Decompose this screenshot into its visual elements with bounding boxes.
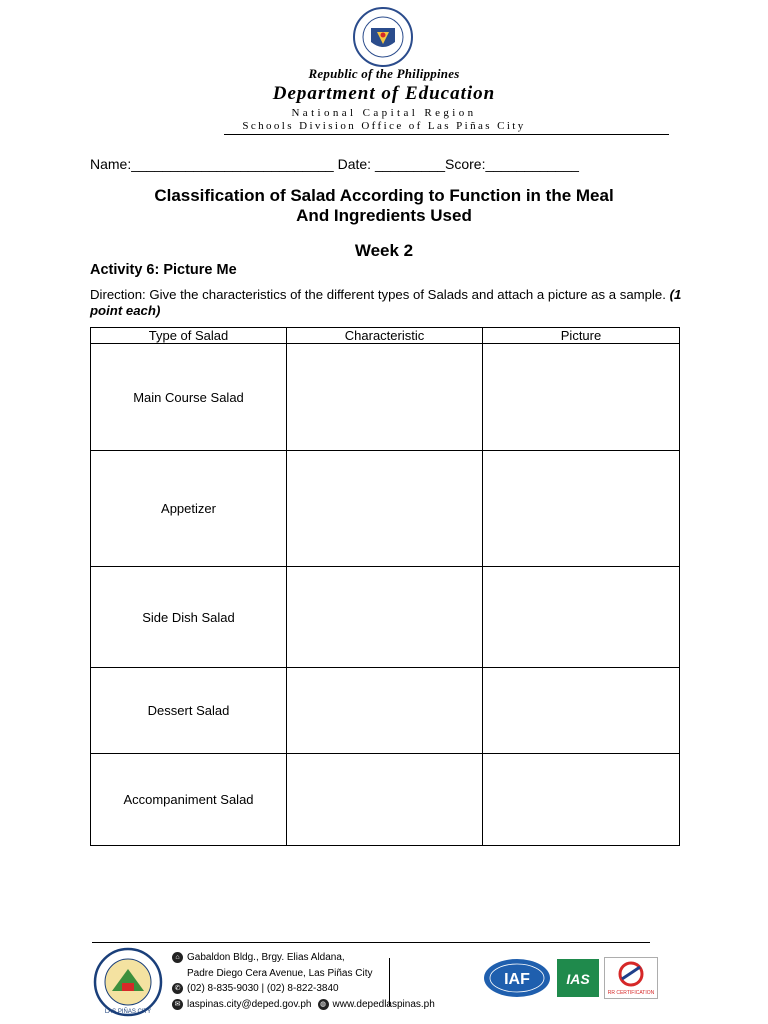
week-label: Week 2 xyxy=(354,241,414,260)
characteristic-cell[interactable] xyxy=(287,344,483,451)
address-line-2: Padre Diego Cera Avenue, Las Piñas City xyxy=(187,967,373,979)
footer-address-line-1 xyxy=(172,950,435,966)
header-picture: Picture xyxy=(483,328,680,344)
characteristic-cell[interactable] xyxy=(287,567,483,668)
division-logo-text: LAS PIÑAS CITY xyxy=(104,1009,152,1015)
salad-type-cell: Dessert Salad xyxy=(91,668,287,754)
rr-certification-logo xyxy=(604,957,658,999)
worksheet-title xyxy=(80,186,688,226)
title-line-1: Classification of Salad According to Function in the Meal xyxy=(154,186,614,205)
characteristic-cell[interactable] xyxy=(287,754,483,846)
date-blank[interactable]: _________ xyxy=(374,156,446,172)
footer-address-line-2 xyxy=(172,966,435,982)
name-blank[interactable]: __________________________ xyxy=(131,156,334,172)
table-row xyxy=(91,451,680,567)
division-logo xyxy=(92,947,164,1017)
direction-text: Direction: Give the characteristics of the different types of Salads and attach a picture as a sample. xyxy=(90,287,670,302)
activity-heading: Activity 6: Picture Me xyxy=(90,262,237,278)
footer-phone-line xyxy=(172,981,435,997)
footer-contact-info xyxy=(172,950,435,1012)
table-header-row xyxy=(91,328,680,344)
salad-type-cell: Main Course Salad xyxy=(91,344,287,451)
title-line-2: And Ingredients Used xyxy=(296,206,472,225)
iaf-logo-text: IAF xyxy=(504,971,530,988)
globe-icon: ◍ xyxy=(318,999,329,1010)
email-icon: ✉ xyxy=(172,999,183,1010)
ias-logo xyxy=(556,958,600,998)
activity-direction xyxy=(90,287,690,319)
email-link[interactable]: laspinas.city@deped.gov.ph xyxy=(187,998,312,1010)
website-link[interactable]: www.depedlaspinas.ph xyxy=(332,998,435,1010)
phone-numbers: (02) 8-835-9030 | (02) 8-822-3840 xyxy=(187,983,339,995)
footer-divider xyxy=(92,942,650,943)
salad-type-cell: Side Dish Salad xyxy=(91,567,287,668)
header-department: Department of Education xyxy=(272,83,496,104)
picture-cell[interactable] xyxy=(483,754,680,846)
header-type-of-salad: Type of Salad xyxy=(91,328,287,344)
picture-cell[interactable] xyxy=(483,668,680,754)
salad-table xyxy=(90,327,680,846)
iaf-logo xyxy=(482,957,552,999)
characteristic-cell[interactable] xyxy=(287,451,483,567)
building-icon: ⌂ xyxy=(172,952,183,963)
address-line-1: Gabaldon Bldg., Brgy. Elias Aldana, xyxy=(187,952,345,964)
table-row xyxy=(91,344,680,451)
header-characteristic: Characteristic xyxy=(287,328,483,344)
characteristic-cell[interactable] xyxy=(287,668,483,754)
table-row xyxy=(91,668,680,754)
points-note: (1 point each) xyxy=(90,287,682,318)
picture-cell[interactable] xyxy=(483,451,680,567)
date-label: Date: xyxy=(333,156,375,172)
score-blank[interactable]: ____________ xyxy=(485,156,579,172)
rr-logo-text: RR CERTIFICATION xyxy=(607,990,655,996)
picture-cell[interactable] xyxy=(483,567,680,668)
footer-separator xyxy=(389,958,390,1006)
salad-type-cell: Accompaniment Salad xyxy=(91,754,287,846)
ias-logo-text: IAS xyxy=(566,971,590,987)
table-row xyxy=(91,567,680,668)
score-label: Score: xyxy=(445,156,486,172)
name-label: Name: xyxy=(90,156,132,172)
header-region: National Capital Region xyxy=(291,107,477,119)
header-republic: Republic of the Philippines xyxy=(308,66,460,81)
table-row xyxy=(91,754,680,846)
header-divider xyxy=(224,134,669,135)
picture-cell[interactable] xyxy=(483,344,680,451)
deped-seal-logo xyxy=(348,6,418,68)
header-division: Schools Division Office of Las Piñas City xyxy=(242,120,526,132)
salad-type-cell: Appetizer xyxy=(91,451,287,567)
name-date-score-row xyxy=(90,156,579,172)
footer-email-web-line xyxy=(172,997,435,1013)
phone-icon: ✆ xyxy=(172,983,183,994)
